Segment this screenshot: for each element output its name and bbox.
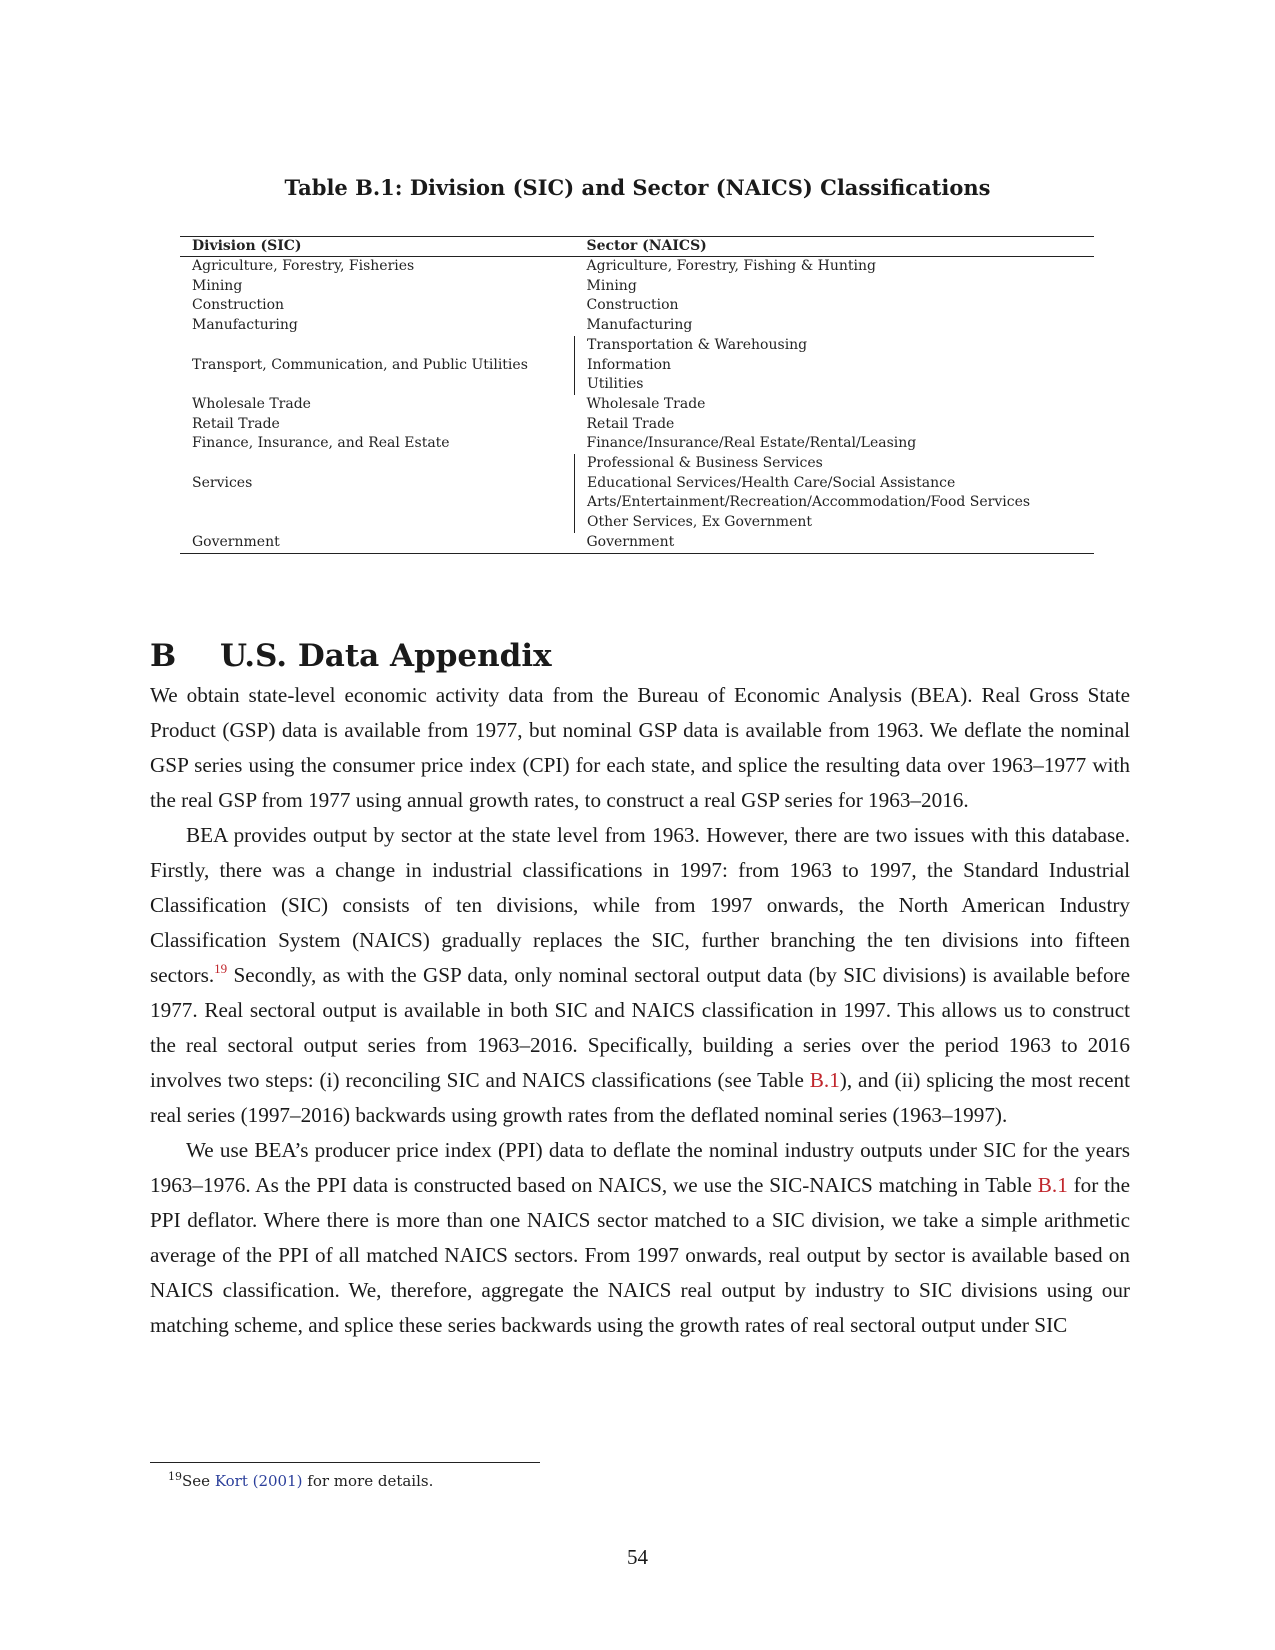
paragraph-3-text-a: We use BEA’s producer price index (PPI) data to deflate the nominal industry outputs under SIC for the years 1963–1976. As the PPI data is constructed based on NAICS, we use the SIC-NAICS matching in Table [150,1138,1130,1197]
sector-cell: Agriculture, Forestry, Fishing & Hunting [586,258,876,274]
footnote-ref-19[interactable]: 19 [214,961,228,976]
citation-link[interactable]: Kort (2001) [214,1472,303,1490]
table-row [180,493,1094,513]
division-cell: Wholesale Trade [192,395,311,412]
page-number: 54 [627,1545,648,1569]
section-number: B [150,637,177,674]
paragraph-2-text-a: BEA provides output by sector at the state level from 1963. However, there are two issues with this database. Firstly, there was a change in industrial classifications in 1997: from 1963 to 1997, the Standard Industrial Classification (SIC) consists of ten divisions, while from 1997 onwards, the North American Industry Classification System (NAICS) gradually replaces the SIC, further branching the ten divisions into fifteen sectors. [150,823,1130,987]
table-row [180,513,1094,533]
sector-cell: Educational Services/Health Care/Social Assistance [575,474,1095,494]
division-cell [180,336,575,356]
footnote [168,1470,433,1490]
classification-table [180,236,1094,554]
column-header-division: Division (SIC) [192,238,302,254]
division-cell [180,493,575,513]
sector-cell: Government [586,533,675,550]
sector-cell: Utilities [575,375,1095,395]
division-cell: Mining [192,277,243,294]
table-row [180,316,1094,336]
division-cell: Manufacturing [192,317,298,334]
division-cell [180,513,575,533]
footnote-mark: 19 [168,1470,182,1483]
sector-cell: Construction [586,297,679,314]
paragraph-1: We obtain state-level economic activity data from the Bureau of Economic Analysis (BEA). Real Gross State Product (GSP) data is available from 1977, but nominal GSP data is available from 1963. We deflate the nominal GSP series using the consumer price index (CPI) for each state, and splice the resulting data over 1963–1977 with the real GSP from 1977 using annual growth rates, to construct a real GSP series for 1963–2016. [150,683,1130,812]
division-cell [180,375,575,395]
table-row [180,277,1094,297]
sector-cell: Retail Trade [586,415,675,432]
sector-cell: Manufacturing [586,317,693,334]
table-row [180,296,1094,316]
paragraph-3-text-b: for the PPI deflator. Where there is more than one NAICS sector matched to a SIC division, we take a simple arithmetic average of the PPI of all matched NAICS sectors. From 1997 onwards, real output by sector is available based on NAICS classification. We, therefore, aggregate the NAICS real output by industry to SIC divisions using our matching scheme, and splice these series backwards using the growth rates of real sectoral output under SIC [150,1173,1131,1337]
table-ref-link[interactable]: B.1 [1037,1173,1068,1197]
sector-cell: Arts/Entertainment/Recreation/Accommodation/Food Services [575,493,1095,513]
sector-cell: Other Services, Ex Government [575,513,1095,533]
table-row [180,454,1094,474]
footnote-suffix: for more details. [302,1472,434,1490]
division-cell [180,454,575,474]
paragraph-2-text-c: ), and (ii) splicing the most recent real series (1997–2016) backwards using growth rates from the deflated nominal series (1963–1997). [150,1068,1130,1127]
table-row [180,474,1094,494]
division-cell: Services [192,474,253,491]
division-cell: Finance, Insurance, and Real Estate [192,435,450,452]
table-caption: Table B.1: Division (SIC) and Sector (NAICS) Classifications [284,175,991,200]
footnote-divider [150,1462,540,1463]
table-row [180,356,1094,376]
division-cell: Retail Trade [192,415,280,432]
footnote-prefix: See [182,1472,215,1490]
division-cell: Transport, Communication, and Public Utilities [192,356,528,373]
division-cell: Government [192,533,280,550]
table-row [180,257,1094,277]
sector-cell: Transportation & Warehousing [575,336,1095,356]
sector-cell: Mining [586,277,637,294]
division-cell: Agriculture, Forestry, Fisheries [192,258,415,274]
sector-cell: Information [575,356,1095,376]
sector-cell: Finance/Insurance/Real Estate/Rental/Leasing [586,435,917,452]
table-row [180,415,1094,435]
section-title: U.S. Data Appendix [220,637,552,674]
sector-cell: Wholesale Trade [586,395,706,412]
paragraph-3 [150,1133,1130,1343]
table-ref-link[interactable]: B.1 [809,1068,840,1092]
table-row [180,375,1094,395]
section-heading [150,638,552,674]
table-row [180,336,1094,356]
table-row [180,533,1094,553]
column-header-sector: Sector (NAICS) [586,238,707,254]
sector-cell: Professional & Business Services [575,454,1095,474]
body-text [150,678,1130,1343]
division-cell: Construction [192,297,285,314]
table-header-row [180,237,1094,257]
table-row [180,434,1094,454]
paragraph-2 [150,818,1130,1133]
table-row [180,395,1094,415]
paragraph-2-text-b: Secondly, as with the GSP data, only nominal sectoral output data (by SIC divisions) is available before 1977. Real sectoral output is available in both SIC and NAICS classification in 1997. This allows us to construct the real sectoral output series from 1963–2016. Specifically, building a series over the period 1963 to 2016 involves two steps: (i) reconciling SIC and NAICS classifications (see Table [150,963,1130,1092]
